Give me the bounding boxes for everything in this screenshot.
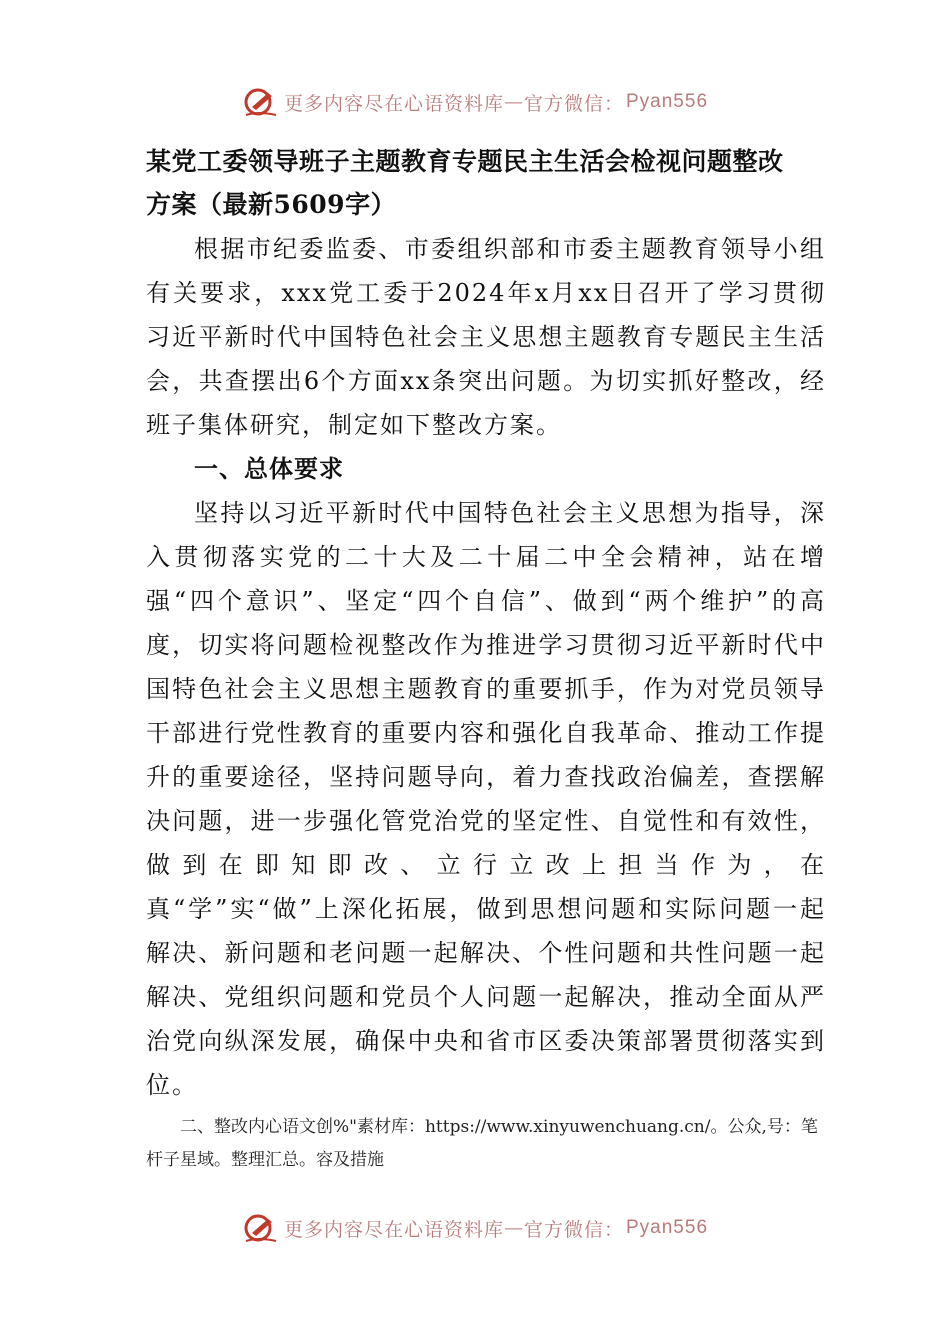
- title-line-2: 方案（最新5609字）: [146, 190, 397, 219]
- banner-separator: —: [503, 91, 524, 113]
- banner-brand: 更多内容尽在心语资料库: [283, 1218, 504, 1241]
- section-2-footnote-line: 二、整改内心语文创%"素材库：https://www.xinyuwenchuang.cn/。公众,号：笔杆子星域。整理汇总。容及措施: [146, 1117, 818, 1170]
- banner-official: 官方微信：: [523, 92, 624, 115]
- banner-official: 官方微信：: [523, 1218, 624, 1241]
- header-banner: [0, 82, 950, 122]
- title-line-1: 某党工委领导班子主题教育专题民主生活会检视问题整改: [146, 147, 784, 176]
- footer-banner: [0, 1208, 950, 1248]
- banner-handle: Pyan556: [626, 91, 709, 112]
- banner-handle: Pyan556: [626, 1217, 709, 1238]
- banner-brand: 更多内容尽在心语资料库: [283, 92, 504, 115]
- pen-logo-icon: [242, 85, 280, 119]
- document-title: [146, 140, 826, 226]
- general-requirements-paragraph: 坚持以习近平新时代中国特色社会主义思想为指导，深入贯彻落实党的二十大及二十届二中全会精神，站在增强“四个意识”、坚定“四个自信”、做到“两个维护”的高度，切实将问题检视整改作为推进学习贯彻习近平新时代中国特色社会主义思想主题教育的重要抓手，作为对党员领导干部进行党性教育的重要内容和强化自我革命、推动工作提升的重要途径，坚持问题导向，着力查找政治偏差，查摆解决问题，进一步强化管党治党的坚定性、自觉性和有效性，做到在即知即改、立行立改上担当作为，在真“学”实“做”上深化拓展，做到思想问题和实际问题一起解决、新问题和老问题一起解决、个性问题和共性问题一起解决、党组织问题和党员个人问题一起解决，推动全面从严治党向纵深发展，确保中央和省市区委决策部署贯彻落实到位。: [146, 499, 826, 1099]
- banner-separator: —: [503, 1217, 524, 1239]
- document-body: [146, 140, 826, 1177]
- section-heading-general-requirements: 一、总体要求: [194, 454, 344, 483]
- pen-logo-icon: [242, 1211, 280, 1245]
- intro-paragraph: 根据市纪委监委、市委组织部和市委主题教育领导小组有关要求，xxx党工委于2024年x月xx日召开了学习贯彻习近平新时代中国特色社会主义思想主题教育专题民主生活会，共查摆出6个方面xx条突出问题。为切实抓好整改，经班子集体研究，制定如下整改方案。: [146, 235, 826, 439]
